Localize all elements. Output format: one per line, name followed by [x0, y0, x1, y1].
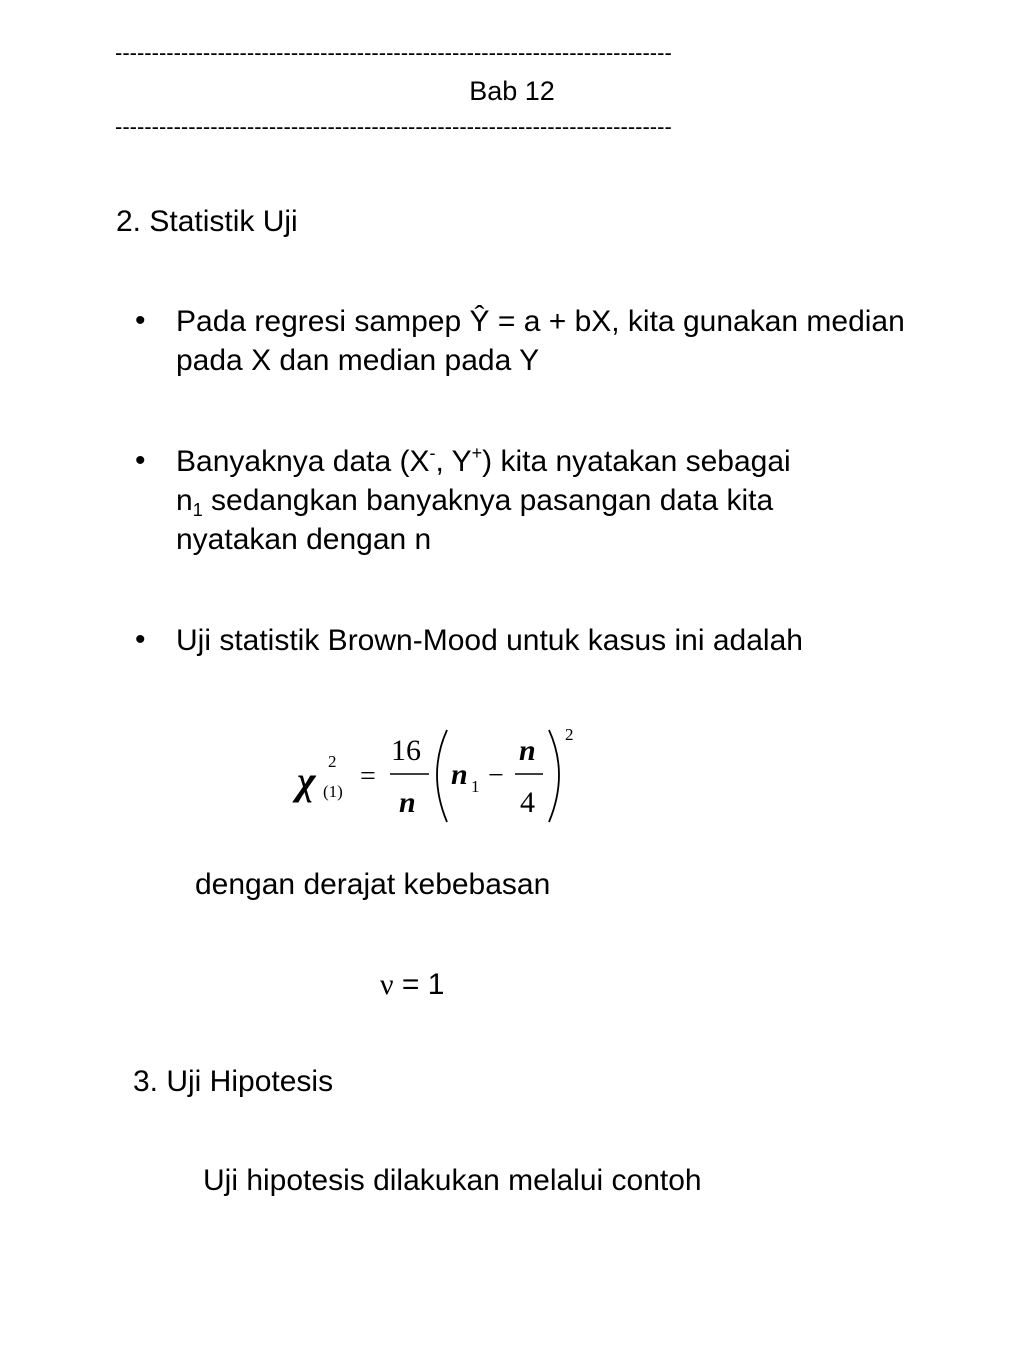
fraction-numerator: 16 — [391, 734, 421, 767]
bullet-item-data-count — [176, 442, 906, 559]
n1-symbol: n — [176, 484, 193, 517]
superscript-minus: - — [429, 443, 436, 463]
bullet-marker: • — [135, 623, 146, 656]
dof-value: = 1 — [393, 968, 445, 1001]
bullet-text-part: sedangkan banyaknya pasangan data kita — [202, 484, 774, 517]
brown-mood-formula — [295, 722, 595, 832]
bullet-marker: • — [135, 444, 146, 477]
left-parenthesis — [437, 730, 447, 822]
power-exponent: 2 — [565, 725, 574, 744]
bullet-text-part: Banyaknya data (X — [176, 445, 430, 478]
bullet-item-regression: Pada regresi sampep Ŷ = a + bX, kita gunakan median pada X dan median pada Y — [176, 305, 905, 377]
bullet-text-part: ) kita nyatakan sebagai — [482, 445, 791, 478]
section-heading-statistik-uji: 2. Statistik Uji — [116, 205, 298, 238]
inner-denominator: 4 — [520, 786, 535, 819]
chi-symbol: χ — [297, 758, 316, 803]
chi-subscript: (1) — [323, 782, 343, 801]
nu-symbol: ν — [380, 968, 394, 1001]
bullet-text-part: , Y — [435, 445, 472, 478]
dof-label: dengan derajat kebebasan — [195, 868, 551, 901]
minus-sign: − — [488, 760, 504, 791]
n1-variable: n — [451, 758, 468, 791]
page-title: Bab 12 — [469, 76, 555, 106]
right-parenthesis — [549, 730, 559, 822]
subscript-one: 1 — [192, 500, 203, 520]
bullet-text-part: nyatakan dengan n — [176, 523, 432, 556]
formula-graphic — [295, 722, 595, 832]
header-rule-bottom: ---------------------------------------------------------------------------- — [115, 116, 672, 138]
bullet-marker: • — [135, 304, 146, 337]
dof-equation — [380, 967, 444, 1003]
hypothesis-text: Uji hipotesis dilakukan melalui contoh — [203, 1164, 702, 1197]
bullet-item-brown-mood: Uji statistik Brown-Mood untuk kasus ini adalah — [176, 624, 803, 657]
n1-subscript: 1 — [471, 777, 480, 796]
fraction-denominator: n — [399, 786, 416, 819]
equals-sign: = — [360, 761, 376, 792]
header-rule-top: ---------------------------------------------------------------------------- — [115, 42, 672, 64]
superscript-plus: + — [471, 443, 483, 463]
section-heading-uji-hipotesis: 3. Uji Hipotesis — [133, 1065, 334, 1098]
inner-numerator: n — [519, 734, 536, 767]
chi-superscript: 2 — [328, 752, 337, 771]
